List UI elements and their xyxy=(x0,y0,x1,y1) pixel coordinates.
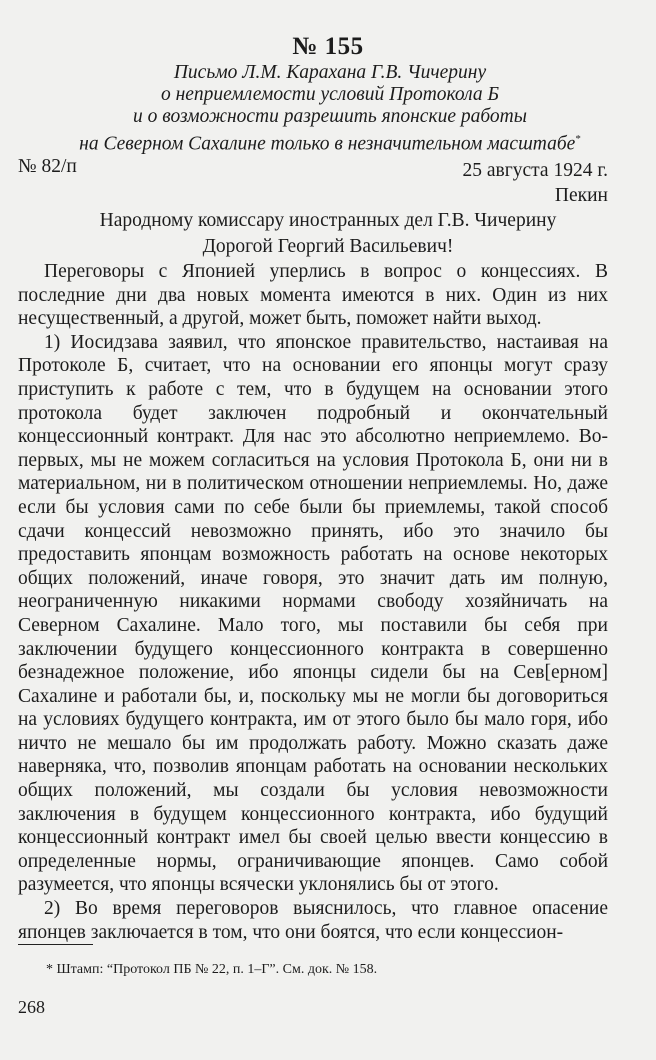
letter-place: Пекин xyxy=(554,185,608,206)
paragraph: 1) Иосидзава заявил, что японское правительство, настаивая на Протоколе Б, считает, что на основании его японцы могут сразу приступить к работе с тем, что в будущем на основании этого протокола будет заключен подробный и окончательный концессионный контракт. Для нас это абсолютно неприемлемо. Во-первых, мы не можем согласиться на условия Протокола Б, они ни в материальном, ни в политическом отношении неприемлемы. Но, даже если бы условия сами по себе были бы приемлемы, такой способ сдачи концессий невозможно принять, ибо это значило бы предоставить японцам возможность работать на основе некоторых общих положений, иначе говоря, это значит дать им полную, неограниченную никакими нормами свободу хозяйничать на Северном Сахалине. Мало того, мы поставили бы себя при заключении будущего концессионного контракта в совершенно безнадежное положение, ибо японцы сидели бы на Сев[ерном] Сахалине и работали бы, и, поскольку мы не могли бы договориться на условиях будущего контракта, им от этого было бы мало горя, ибо ничто не мешало бы им продолжать работу. Можно сказать даже наверняка, что, позволив японцам работать на основании нескольких общих положений, мы создали бы условия невозможности заключения в будущем концессионного контракта, ибо будущий концессионный контракт имел бы своей целью ввести концессию в определенные нормы, ограничивающие японцев. Само собой разумеется, что японцы всячески уклонялись бы от этого. xyxy=(18,331,608,896)
paragraph: Переговоры с Японией уперлись в вопрос о концессиях. В последние дни два новых момента имеются в них. Один из них несущественный, а другой, может быть, поможет найти выход. xyxy=(18,261,608,330)
addressee-block xyxy=(0,208,656,260)
paragraph: 2) Во время переговоров выяснилось, что главное опасение японцев заключается в том, что они боятся, что если концессион- xyxy=(18,898,608,943)
title-line-text: на Северном Сахалине только в незначительном масштабе xyxy=(79,133,576,155)
letter-date: 25 августа 1924 г. xyxy=(462,160,608,181)
footnote: * Штамп: “Протокол ПБ № 22, п. 1–Г”. См. док. № 158. xyxy=(46,962,378,977)
addressee: Народному комиссару иностранных дел Г.В. Чичерину xyxy=(99,210,557,231)
salutation: Дорогой Георгий Васильевич! xyxy=(202,236,454,257)
footnote-mark: * xyxy=(575,133,581,145)
letter-body xyxy=(18,260,608,944)
reference-number: № 82/п xyxy=(18,156,77,177)
title-line: и о возможности разрешить японские работы xyxy=(133,106,527,127)
title-line: о неприемлемости условий Протокола Б xyxy=(160,84,500,105)
title-line: Письмо Л.М. Карахана Г.В. Чичерину xyxy=(173,62,487,83)
document-number: № 155 xyxy=(292,33,364,60)
title-line xyxy=(20,128,640,156)
page-number: 268 xyxy=(18,997,45,1017)
footnote-divider xyxy=(18,944,93,945)
document-title xyxy=(20,62,640,156)
